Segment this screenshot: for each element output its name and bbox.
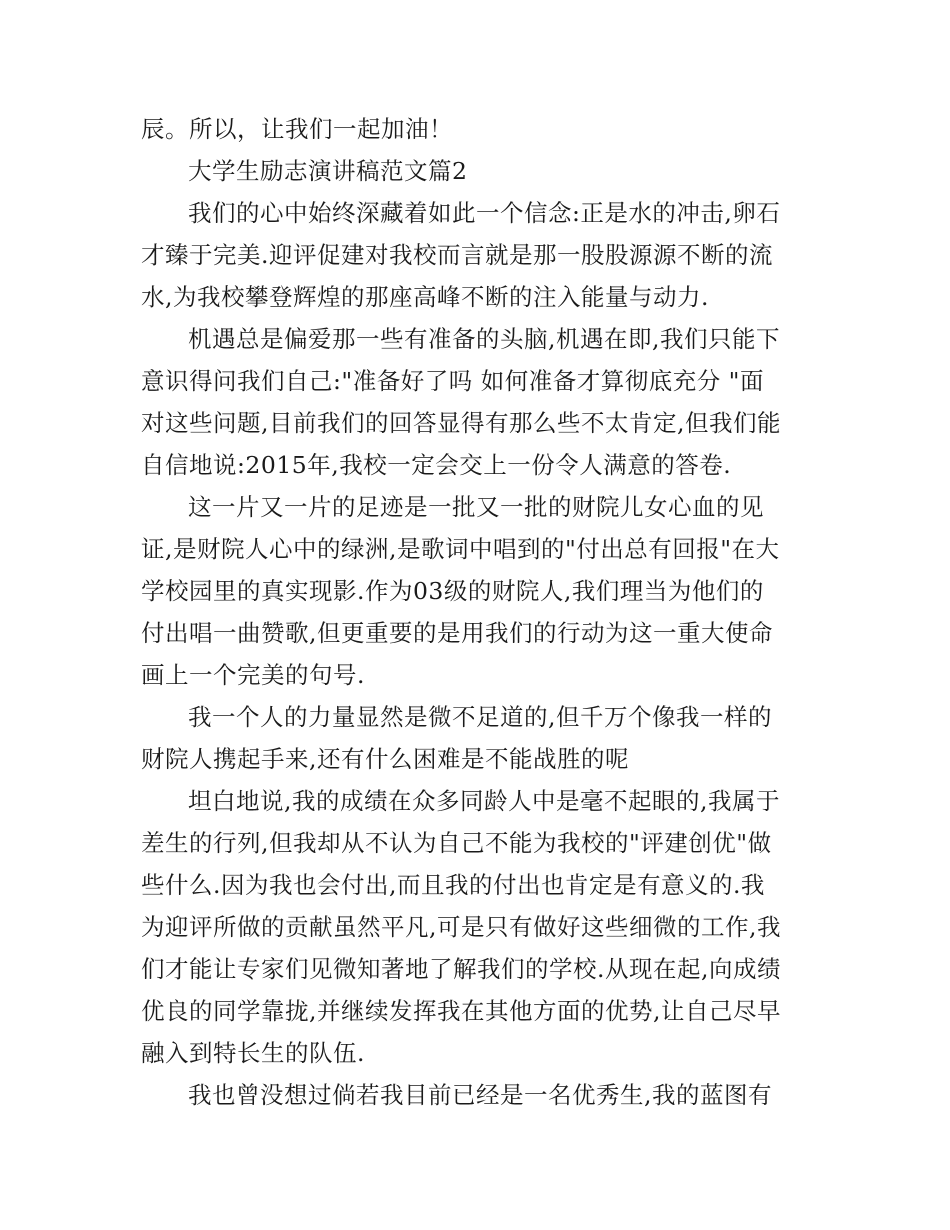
paragraph-line: 差生的行列,但我却从不认为自己不能为我校的"评建创优"做 [141,829,772,857]
section-heading: 大学生励志演讲稿范文篇2 [188,157,468,185]
paragraph-line: 证,是财院人心中的绿洲,是歌词中唱到的"付出总有回报"在大 [141,535,780,563]
paragraph-line: 些什么.因为我也会付出,而且我的付出也肯定是有意义的.我 [141,871,765,899]
paragraph-line: 才臻于完美.迎评促建对我校而言就是那一股股源源不断的流 [141,241,773,269]
paragraph-line: 融入到特长生的队伍. [141,1039,365,1067]
paragraph-line: 自信地说:2015年,我校一定会交上一份令人满意的答卷. [141,451,732,479]
paragraph-line: 这一片又一片的足迹是一批又一批的财院儿女心血的见 [188,493,764,521]
paragraph-line: 对这些问题,目前我们的回答显得有那么些不太肯定,但我们能 [141,409,781,437]
paragraph-line: 学校园里的真实现影.作为03级的财院人,我们理当为他们的 [141,577,764,605]
paragraph-line: 付出唱一曲赞歌,但更重要的是用我们的行动为这一重大使命 [141,619,773,647]
paragraph-line: 意识得问我们自己:"准备好了吗 如何准备才算彻底充分 "面 [141,367,764,395]
paragraph-line: 我们的心中始终深藏着如此一个信念:正是水的冲击,卵石 [188,199,781,227]
paragraph-line: 财院人携起手来,还有什么困难是不能战胜的呢 [141,745,629,773]
paragraph-line: 优良的同学靠拢,并继续发挥我在其他方面的优势,让自己尽早 [141,997,781,1025]
paragraph-line: 画上一个完美的句号. [141,661,365,689]
paragraph-line: 坦白地说,我的成绩在众多同龄人中是毫不起眼的,我属于 [188,787,780,815]
paragraph-line: 们才能让专家们见微知著地了解我们的学校.从现在起,向成绩 [141,955,781,983]
paragraph-line: 我也曾没想过倘若我目前已经是一名优秀生,我的蓝图有 [188,1081,772,1109]
text-line: 辰。所以，让我们一起加油！ [141,115,453,143]
paragraph-line: 为迎评所做的贡献虽然平凡,可是只有做好这些细微的工作,我 [141,913,781,941]
document-body [141,108,813,1116]
paragraph-line: 水,为我校攀登辉煌的那座高峰不断的注入能量与动力. [141,283,709,311]
paragraph-line: 机遇总是偏爱那一些有准备的头脑,机遇在即,我们只能下 [188,325,780,353]
paragraph-line: 我一个人的力量显然是微不足道的,但千万个像我一样的 [188,703,772,731]
